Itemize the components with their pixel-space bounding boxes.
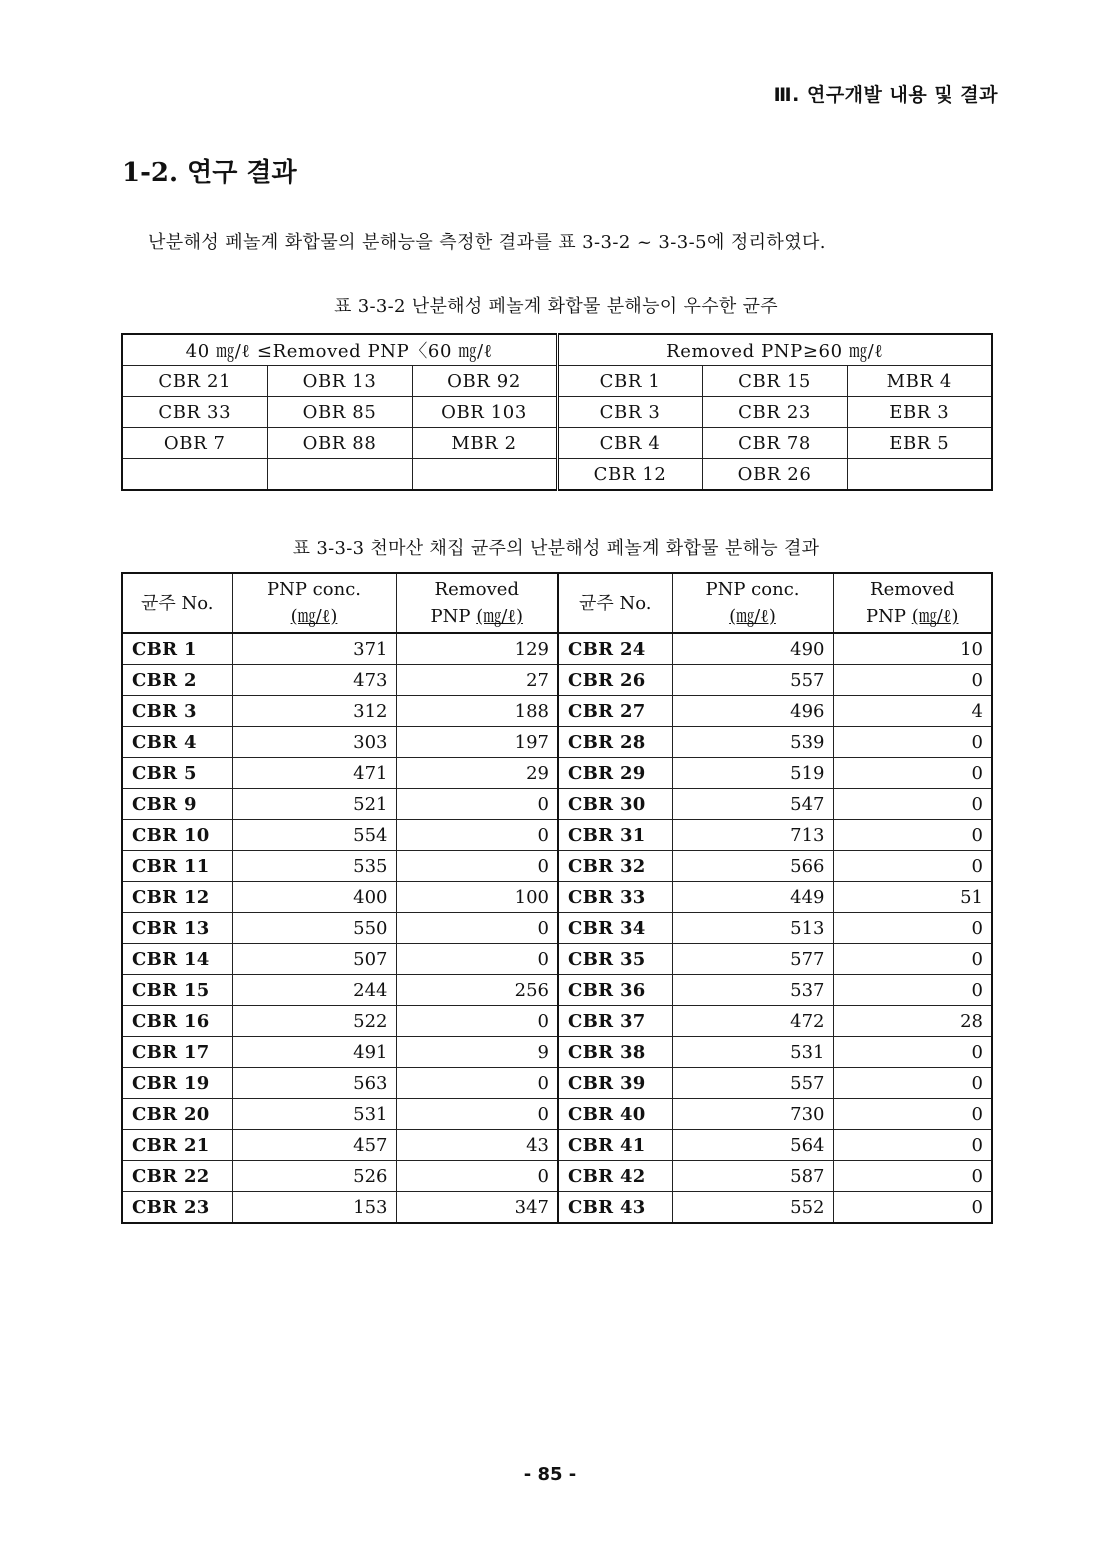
strain-cell: OBR 103 <box>412 397 557 428</box>
strain-cell: MBR 4 <box>847 366 992 397</box>
strain-cell: CBR 15 <box>702 366 847 397</box>
removed-label: Removed <box>434 579 519 600</box>
strain-id: CBR 14 <box>122 944 232 975</box>
strain-cell: CBR 3 <box>557 397 702 428</box>
removed-pnp-value: 0 <box>833 1068 992 1099</box>
strain-id: CBR 39 <box>558 1068 672 1099</box>
pnp-conc-value: 472 <box>672 1006 833 1037</box>
table-row <box>122 1037 992 1068</box>
pnp-conc-value: 490 <box>672 633 833 665</box>
pnp-conc-value: 473 <box>232 665 396 696</box>
table-row <box>122 975 992 1006</box>
pnp-conc-value: 577 <box>672 944 833 975</box>
running-header: Ⅲ. 연구개발 내용 및 결과 <box>773 84 998 106</box>
removed-pnp-value: 197 <box>396 727 558 758</box>
strain-cell <box>122 459 267 491</box>
strain-id: CBR 10 <box>122 820 232 851</box>
pnp-conc-header <box>232 573 396 633</box>
table-row <box>122 1192 992 1224</box>
removed-pnp-value: 129 <box>396 633 558 665</box>
strain-cell: OBR 13 <box>267 366 412 397</box>
strain-id: CBR 12 <box>122 882 232 913</box>
table-row <box>122 459 992 491</box>
pnp-conc-value: 550 <box>232 913 396 944</box>
table1-caption: 표 3-3-2 난분해성 페놀계 화합물 분해능이 우수한 균주 <box>334 296 778 317</box>
strain-id: CBR 20 <box>122 1099 232 1130</box>
pnp-conc-value: 531 <box>672 1037 833 1068</box>
strain-cell <box>847 459 992 491</box>
strain-id: CBR 40 <box>558 1099 672 1130</box>
pnp-conc-value: 400 <box>232 882 396 913</box>
removed-pnp-value: 0 <box>396 789 558 820</box>
pnp-conc-value: 547 <box>672 789 833 820</box>
pnp-conc-value: 471 <box>232 758 396 789</box>
removed-pnp-value: 0 <box>396 913 558 944</box>
strain-id: CBR 36 <box>558 975 672 1006</box>
strain-summary-table <box>121 333 993 491</box>
removed-pnp-value: 51 <box>833 882 992 913</box>
strain-cell: CBR 78 <box>702 428 847 459</box>
removed-pnp-value: 0 <box>396 1161 558 1192</box>
removed-pnp-value: 0 <box>833 851 992 882</box>
table-row <box>122 944 992 975</box>
strain-cell: MBR 2 <box>412 428 557 459</box>
strain-cell: EBR 5 <box>847 428 992 459</box>
group-high-header: Removed PNP≥60 ㎎/ℓ <box>557 334 992 366</box>
strain-id: CBR 19 <box>122 1068 232 1099</box>
pnp-conc-value: 507 <box>232 944 396 975</box>
strain-id: CBR 27 <box>558 696 672 727</box>
table-row <box>122 1130 992 1161</box>
removed-pnp-unit: (㎎/ℓ) <box>911 606 959 627</box>
strain-no-header: 균주 No. <box>558 573 672 633</box>
strain-id: CBR 23 <box>122 1192 232 1224</box>
removed-pnp-value: 29 <box>396 758 558 789</box>
pnp-conc-value: 153 <box>232 1192 396 1224</box>
pnp-conc-value: 522 <box>232 1006 396 1037</box>
removed-pnp-value: 43 <box>396 1130 558 1161</box>
removed-pnp-value: 0 <box>396 944 558 975</box>
strain-cell: OBR 88 <box>267 428 412 459</box>
table-row <box>122 397 992 428</box>
removed-pnp-value: 0 <box>833 944 992 975</box>
pnp-conc-header <box>672 573 833 633</box>
removed-pnp-value: 0 <box>833 1161 992 1192</box>
strain-cell: CBR 4 <box>557 428 702 459</box>
removed-pnp-value: 0 <box>833 975 992 1006</box>
strain-cell: CBR 21 <box>122 366 267 397</box>
pnp-conc-value: 521 <box>232 789 396 820</box>
removed-pnp-value: 256 <box>396 975 558 1006</box>
removed-pnp-value: 0 <box>833 789 992 820</box>
strain-id: CBR 3 <box>122 696 232 727</box>
table-row <box>122 913 992 944</box>
strain-cell: CBR 23 <box>702 397 847 428</box>
strain-id: CBR 38 <box>558 1037 672 1068</box>
removed-pnp-value: 0 <box>833 1192 992 1224</box>
pnp-conc-unit: (㎎/ℓ) <box>290 606 338 627</box>
pnp-conc-value: 531 <box>232 1099 396 1130</box>
pnp-conc-value: 491 <box>232 1037 396 1068</box>
strain-cell: CBR 1 <box>557 366 702 397</box>
strain-id: CBR 30 <box>558 789 672 820</box>
table-row <box>122 1006 992 1037</box>
intro-paragraph: 난분해성 페놀계 화합물의 분해능을 측정한 결과를 표 3-3-2 ~ 3-3-5에 정리하였다. <box>148 232 826 253</box>
strain-id: CBR 16 <box>122 1006 232 1037</box>
strain-id: CBR 13 <box>122 913 232 944</box>
pnp-conc-value: 449 <box>672 882 833 913</box>
removed-pnp-unit: (㎎/ℓ) <box>476 606 523 627</box>
removed-pnp-value: 0 <box>833 1037 992 1068</box>
strain-id: CBR 17 <box>122 1037 232 1068</box>
removed-pnp-value: 0 <box>833 1099 992 1130</box>
table-row <box>122 696 992 727</box>
pnp-conc-label: PNP conc. <box>705 579 800 600</box>
strain-id: CBR 28 <box>558 727 672 758</box>
removed-pnp-prefix: PNP <box>430 606 477 627</box>
section-title: 1-2. 연구 결과 <box>122 158 297 188</box>
pnp-conc-value: 557 <box>672 1068 833 1099</box>
table-row <box>122 1099 992 1130</box>
strain-cell: CBR 33 <box>122 397 267 428</box>
strain-id: CBR 42 <box>558 1161 672 1192</box>
removed-pnp-value: 0 <box>396 851 558 882</box>
strain-cell: OBR 26 <box>702 459 847 491</box>
strain-cell: CBR 12 <box>557 459 702 491</box>
strain-id: CBR 15 <box>122 975 232 1006</box>
removed-pnp-value: 27 <box>396 665 558 696</box>
strain-id: CBR 21 <box>122 1130 232 1161</box>
table-row <box>122 727 992 758</box>
pnp-conc-value: 513 <box>672 913 833 944</box>
pnp-conc-value: 535 <box>232 851 396 882</box>
removed-pnp-header <box>396 573 558 633</box>
strain-id: CBR 37 <box>558 1006 672 1037</box>
removed-pnp-header <box>833 573 992 633</box>
strain-id: CBR 22 <box>122 1161 232 1192</box>
strain-id: CBR 34 <box>558 913 672 944</box>
removed-pnp-value: 9 <box>396 1037 558 1068</box>
table-row <box>122 665 992 696</box>
strain-id: CBR 1 <box>122 633 232 665</box>
removed-pnp-value: 100 <box>396 882 558 913</box>
removed-pnp-value: 0 <box>833 665 992 696</box>
pnp-conc-value: 566 <box>672 851 833 882</box>
strain-cell: OBR 7 <box>122 428 267 459</box>
pnp-conc-value: 371 <box>232 633 396 665</box>
table2-caption: 표 3-3-3 천마산 채집 균주의 난분해성 페놀계 화합물 분해능 결과 <box>292 538 820 559</box>
pnp-conc-value: 537 <box>672 975 833 1006</box>
strain-no-header: 균주 No. <box>122 573 232 633</box>
removed-pnp-value: 28 <box>833 1006 992 1037</box>
pnp-conc-label: PNP conc. <box>266 579 361 600</box>
pnp-conc-value: 713 <box>672 820 833 851</box>
strain-id: CBR 9 <box>122 789 232 820</box>
strain-cell: OBR 85 <box>267 397 412 428</box>
removed-pnp-value: 0 <box>396 1006 558 1037</box>
strain-cell: OBR 92 <box>412 366 557 397</box>
removed-pnp-value: 347 <box>396 1192 558 1224</box>
removed-pnp-value: 188 <box>396 696 558 727</box>
pnp-conc-value: 496 <box>672 696 833 727</box>
strain-cell <box>267 459 412 491</box>
table-row <box>122 789 992 820</box>
table-row <box>122 851 992 882</box>
strain-id: CBR 4 <box>122 727 232 758</box>
pnp-conc-value: 557 <box>672 665 833 696</box>
pnp-conc-unit: (㎎/ℓ) <box>729 606 776 627</box>
pnp-conc-value: 526 <box>232 1161 396 1192</box>
strain-id: CBR 41 <box>558 1130 672 1161</box>
strain-id: CBR 43 <box>558 1192 672 1224</box>
strain-id: CBR 32 <box>558 851 672 882</box>
removed-pnp-value: 0 <box>396 1099 558 1130</box>
table-row <box>122 428 992 459</box>
removed-pnp-value: 0 <box>396 1068 558 1099</box>
table-row <box>122 820 992 851</box>
strain-id: CBR 33 <box>558 882 672 913</box>
strain-cell: EBR 3 <box>847 397 992 428</box>
removed-pnp-value: 0 <box>833 727 992 758</box>
pnp-conc-value: 539 <box>672 727 833 758</box>
page-number: - 85 - <box>523 1464 577 1485</box>
strain-id: CBR 5 <box>122 758 232 789</box>
strain-id: CBR 11 <box>122 851 232 882</box>
removed-pnp-value: 0 <box>833 758 992 789</box>
removed-pnp-value: 0 <box>833 913 992 944</box>
table-row <box>122 366 992 397</box>
strain-id: CBR 35 <box>558 944 672 975</box>
group-low-header: 40 ㎎/ℓ ≤Removed PNP〈60 ㎎/ℓ <box>122 334 557 366</box>
strain-cell <box>412 459 557 491</box>
pnp-conc-value: 563 <box>232 1068 396 1099</box>
table-row <box>122 758 992 789</box>
pnp-conc-value: 587 <box>672 1161 833 1192</box>
strain-id: CBR 24 <box>558 633 672 665</box>
pnp-conc-value: 730 <box>672 1099 833 1130</box>
strain-id: CBR 26 <box>558 665 672 696</box>
table-row <box>122 1161 992 1192</box>
pnp-conc-value: 312 <box>232 696 396 727</box>
pnp-conc-value: 244 <box>232 975 396 1006</box>
pnp-conc-value: 554 <box>232 820 396 851</box>
table-row <box>122 633 992 665</box>
strain-id: CBR 2 <box>122 665 232 696</box>
table-row <box>122 1068 992 1099</box>
removed-pnp-prefix: PNP <box>866 606 912 627</box>
removed-label: Removed <box>870 579 955 600</box>
pnp-conc-value: 303 <box>232 727 396 758</box>
strain-results-table <box>121 572 993 1224</box>
removed-pnp-value: 4 <box>833 696 992 727</box>
pnp-conc-value: 457 <box>232 1130 396 1161</box>
removed-pnp-value: 0 <box>833 820 992 851</box>
pnp-conc-value: 564 <box>672 1130 833 1161</box>
removed-pnp-value: 10 <box>833 633 992 665</box>
table-row <box>122 882 992 913</box>
removed-pnp-value: 0 <box>833 1130 992 1161</box>
pnp-conc-value: 519 <box>672 758 833 789</box>
strain-id: CBR 29 <box>558 758 672 789</box>
strain-id: CBR 31 <box>558 820 672 851</box>
pnp-conc-value: 552 <box>672 1192 833 1224</box>
removed-pnp-value: 0 <box>396 820 558 851</box>
